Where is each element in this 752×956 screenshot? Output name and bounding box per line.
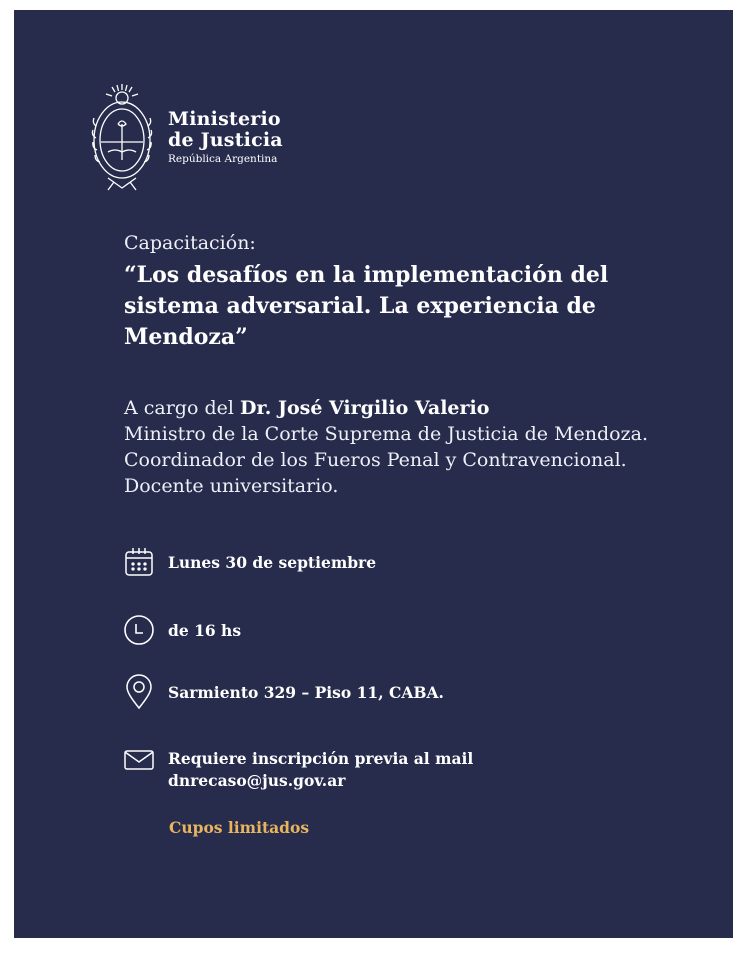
ministry-name-line1: Ministerio	[168, 108, 281, 130]
ministry-logo	[90, 82, 283, 194]
event-flyer	[14, 10, 733, 938]
time-row	[122, 613, 241, 647]
mail-icon	[122, 748, 156, 772]
event-title: “Los desafíos en la implementación del sistema adversarial. La experiencia de Mendoza”	[124, 262, 609, 350]
ministry-name	[168, 109, 283, 167]
event-type-label: Capacitación:	[124, 232, 256, 254]
speaker-bio: Ministro de la Corte Suprema de Justicia de Mendoza. Coordinador de los Fueros Penal y Contravencional. Docente universitario.	[124, 423, 648, 497]
registration-row	[122, 748, 473, 792]
registration-info	[168, 748, 473, 792]
coat-of-arms-icon	[90, 82, 154, 194]
speaker-block	[124, 395, 704, 499]
location-row	[122, 675, 444, 709]
speaker-name: Dr. José Virgilio Valerio	[239, 397, 490, 419]
event-location: Sarmiento 329 – Piso 11, CABA.	[168, 682, 444, 702]
event-date: Lunes 30 de septiembre	[168, 552, 377, 572]
limited-seats-note: Cupos limitados	[169, 818, 310, 837]
date-row	[122, 545, 376, 579]
speaker-prefix: A cargo del	[124, 397, 240, 419]
location-pin-icon	[122, 675, 156, 709]
registration-email: dnrecaso@jus.gov.ar	[168, 771, 346, 790]
country-name: República Argentina	[168, 153, 278, 165]
clock-icon	[122, 613, 156, 647]
calendar-icon	[122, 545, 156, 579]
event-time: de 16 hs	[168, 620, 242, 640]
ministry-name-line2: de Justicia	[168, 129, 283, 151]
registration-text: Requiere inscripción previa al mail	[168, 749, 474, 768]
